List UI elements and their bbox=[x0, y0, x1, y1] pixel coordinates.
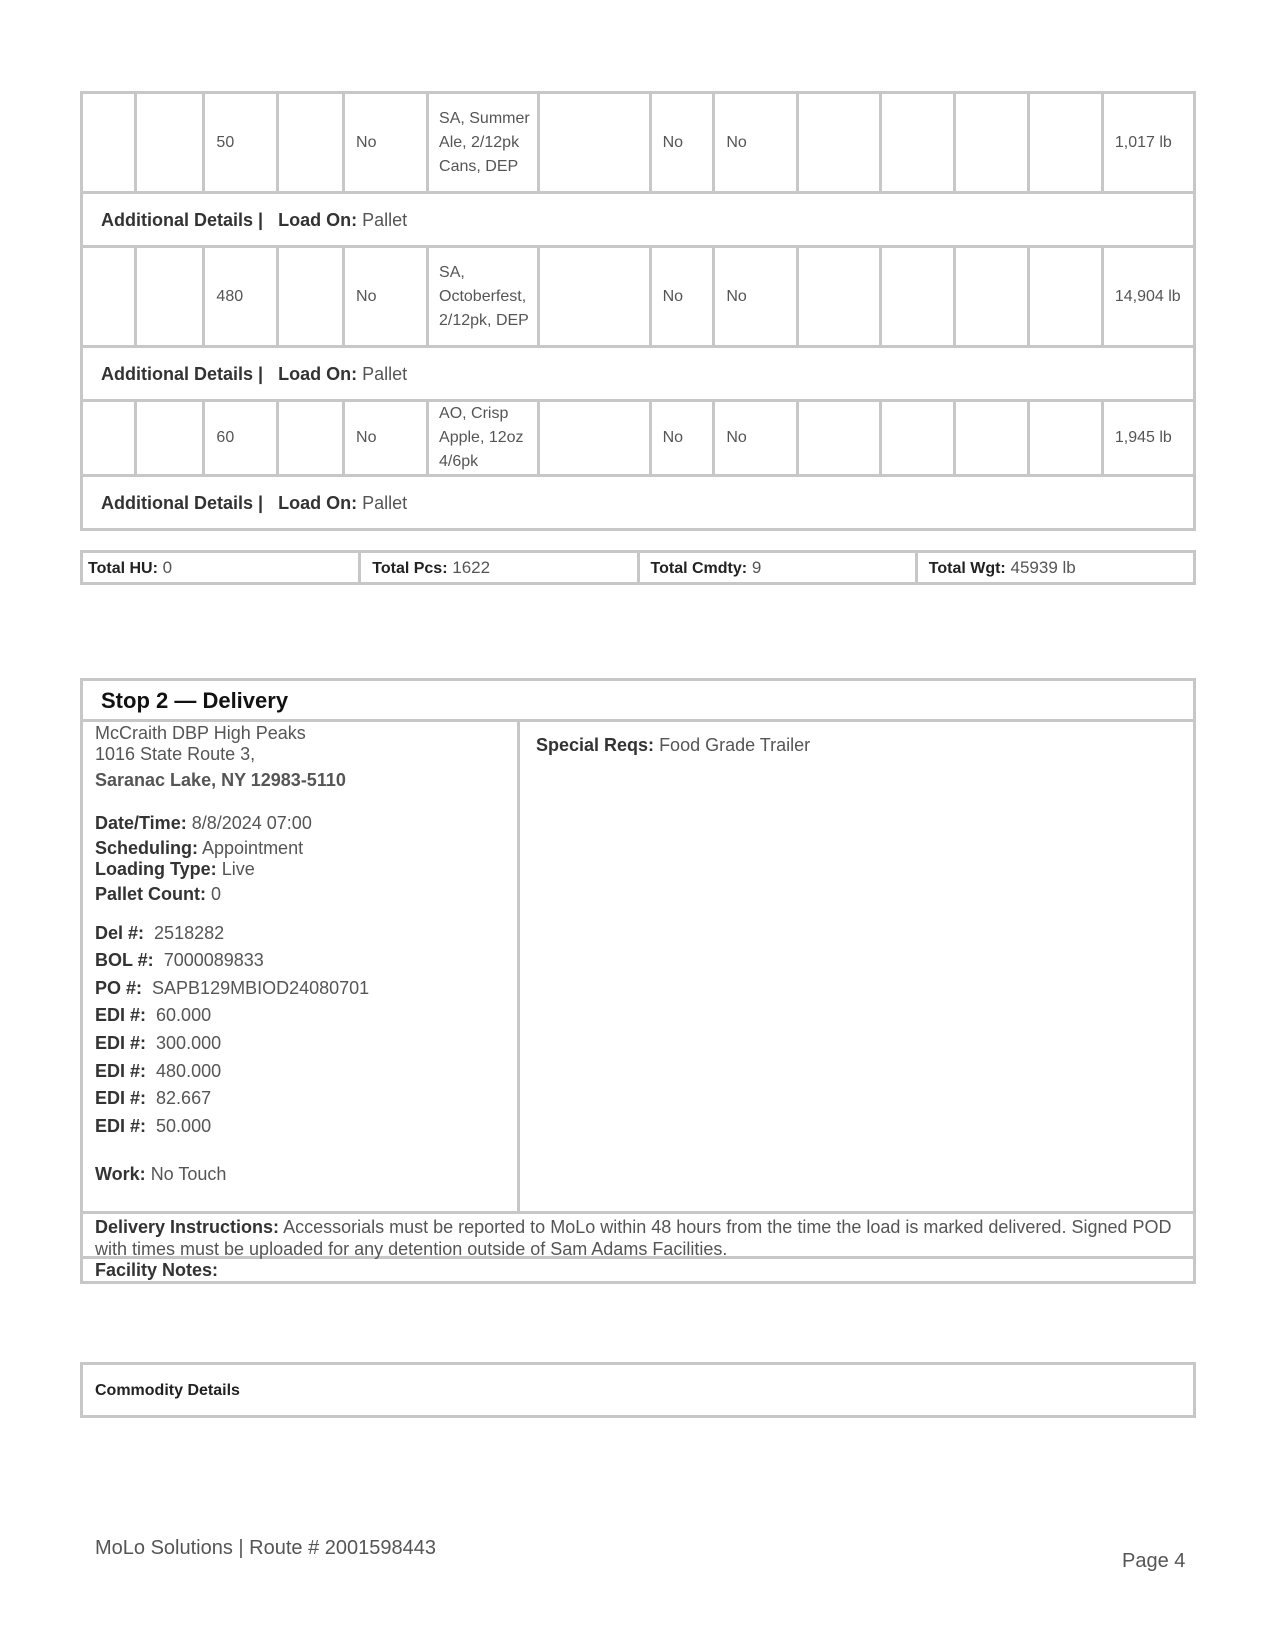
flag-cell: No bbox=[714, 93, 798, 193]
description-cell: SA, Octoberfest, 2/12pk, DEP bbox=[428, 247, 539, 347]
weight-cell: 1,945 lb bbox=[1102, 401, 1194, 476]
edi-number-line: EDI #: 50.000 bbox=[95, 1116, 212, 1136]
total-cmdty: Total Cmdty: 9 bbox=[638, 552, 916, 584]
weight-cell: 1,017 lb bbox=[1102, 93, 1194, 193]
stop-details bbox=[83, 722, 520, 1211]
loading-type-line: Loading Type: Live bbox=[95, 859, 255, 879]
special-reqs-line: Special Reqs: Food Grade Trailer bbox=[536, 735, 811, 755]
page-number: Page 4 bbox=[1122, 1550, 1186, 1572]
table-row bbox=[82, 401, 1195, 476]
total-wgt: Total Wgt: 45939 lb bbox=[916, 552, 1194, 584]
table-row bbox=[82, 247, 1195, 347]
details-row: Additional Details | Load On: Pallet bbox=[82, 347, 1195, 401]
edi-number-line: EDI #: 300.000 bbox=[95, 1033, 222, 1053]
work-line: Work: No Touch bbox=[95, 1164, 227, 1184]
edi-number-line: EDI #: 82.667 bbox=[95, 1088, 212, 1108]
commodity-table bbox=[80, 91, 1196, 531]
total-pcs: Total Pcs: 1622 bbox=[360, 552, 638, 584]
qty-cell: 50 bbox=[204, 93, 278, 193]
pallet-count-line: Pallet Count: 0 bbox=[95, 884, 222, 904]
weight-cell: 14,904 lb bbox=[1102, 247, 1194, 347]
total-hu: Total HU: 0 bbox=[82, 552, 360, 584]
flag-cell: No bbox=[714, 247, 798, 347]
facility-notes: Facility Notes: bbox=[95, 1260, 219, 1280]
details-row: Additional Details | Load On: Pallet bbox=[82, 193, 1195, 247]
city-state-zip: Saranac Lake, NY 12983-5110 bbox=[95, 770, 346, 790]
del-number-line: Del #: 2518282 bbox=[95, 923, 225, 943]
flag-cell: No bbox=[714, 401, 798, 476]
description-cell: AO, Crisp Apple, 12oz 4/6pk bbox=[428, 401, 539, 476]
flag-cell: No bbox=[650, 93, 714, 193]
footer-route: MoLo Solutions | Route # 2001598443 bbox=[95, 1537, 437, 1559]
po-number-line: PO #: SAPB129MBIOD24080701 bbox=[95, 978, 370, 998]
hazmat-cell: No bbox=[344, 401, 428, 476]
edi-number-line: EDI #: 480.000 bbox=[95, 1061, 222, 1081]
totals-table bbox=[80, 550, 1196, 585]
description-cell: SA, Summer Ale, 2/12pk Cans, DEP bbox=[428, 93, 539, 193]
street-address: 1016 State Route 3, bbox=[95, 744, 256, 764]
facility-name: McCraith DBP High Peaks bbox=[95, 723, 306, 743]
flag-cell: No bbox=[650, 401, 714, 476]
hazmat-cell: No bbox=[344, 247, 428, 347]
stop-title: Stop 2 — Delivery bbox=[83, 681, 1193, 722]
details-row: Additional Details | Load On: Pallet bbox=[82, 476, 1195, 530]
flag-cell: No bbox=[650, 247, 714, 347]
delivery-instructions: Delivery Instructions: Accessorials must be reported to MoLo within 48 hours from the time the load is marked delivered. Signed POD with times must be uploaded for any detention outside of Sam Adams Facilities. bbox=[83, 1211, 1193, 1259]
stop-special bbox=[520, 722, 1193, 1211]
scheduling-line: Scheduling: Appointment bbox=[95, 838, 304, 858]
bol-number-line: BOL #: 7000089833 bbox=[95, 950, 264, 970]
qty-cell: 60 bbox=[204, 401, 278, 476]
edi-number-line: EDI #: 60.000 bbox=[95, 1005, 212, 1025]
commodity-details-header: Commodity Details bbox=[80, 1362, 1196, 1418]
datetime-line: Date/Time: 8/8/2024 07:00 bbox=[95, 813, 312, 833]
qty-cell: 480 bbox=[204, 247, 278, 347]
hazmat-cell: No bbox=[344, 93, 428, 193]
table-row bbox=[82, 93, 1195, 193]
stop-section bbox=[80, 678, 1196, 1284]
